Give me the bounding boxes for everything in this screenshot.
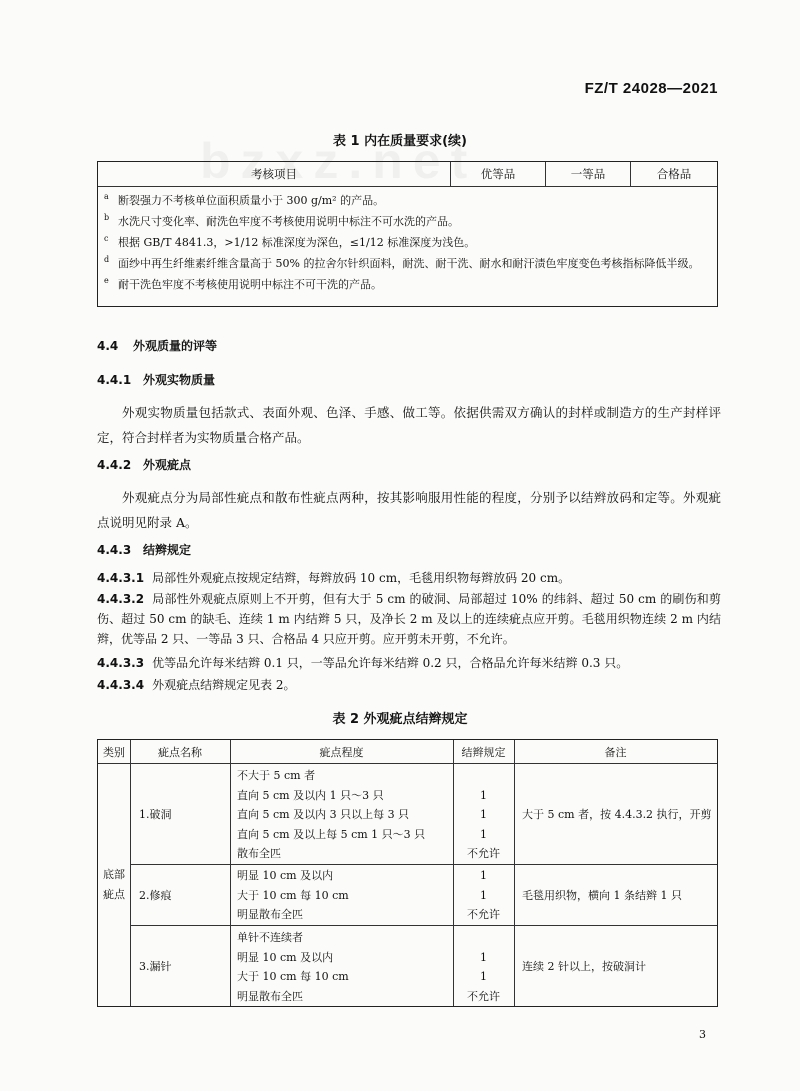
clause-number: 4.4.3.2 — [97, 592, 145, 606]
rule-line: 1 — [480, 970, 487, 983]
section-title: 外观实物质量 — [143, 373, 216, 387]
clause-text: 局部性外观疵点原则上不开剪，但有大于 5 cm 的破洞、局部超过 10% 的纬斜、超过 50 cm 的刷伤和剪伤、超过 50 cm 的缺毛、连续 1 m 内结辫 5 只，及净长 2 m 及以上的连续疵点应开剪。毛毯用织物连续 2 m 内结辫，优等品 2 只、一等品 3 只、合格品 4 只应开剪。应开剪未开剪，不允许。 — [97, 592, 721, 646]
note-text: 面纱中再生纤维素纤维含量高于 50% 的拉舍尔针织面料，耐洗、耐干洗、耐水和耐汗渍色牢度变色考核指标降低半级。 — [118, 257, 700, 270]
rule-line: 不允许 — [467, 847, 500, 860]
degree-line: 大于 10 cm 每 10 cm — [237, 888, 349, 902]
table2-rules — [453, 928, 514, 1006]
degree-line: 直向 5 cm 及以内 3 只以上每 3 只 — [237, 808, 410, 821]
table1-note — [104, 253, 705, 274]
table1-note — [104, 211, 705, 232]
table2-remark: 大于 5 cm 者，按 4.4.3.2 执行，开剪 — [522, 807, 712, 821]
clause-4-4-3-2 — [97, 589, 721, 649]
clause-4-4-3-3 — [97, 653, 721, 673]
section-4-4-2-paragraph: 外观疵点分为局部性疵点和散布性疵点两种，按其影响服用性能的程度，分别予以结辫放码和定等。外观疵点说明见附录 A。 — [97, 490, 721, 530]
clause-text: 优等品允许每米结辫 0.1 只，一等品允许每米结辫 0.2 只，合格品允许每米结辫 0.3 只。 — [152, 656, 629, 670]
section-number: 4.4 — [97, 339, 119, 353]
rule-line: 1 — [480, 950, 487, 964]
note-text: 水洗尺寸变化率、耐洗色牢度不考核使用说明中标注不可水洗的产品。 — [118, 215, 459, 228]
table2-degrees — [237, 766, 425, 864]
degree-line: 单针不连续者 — [237, 931, 303, 944]
section-4-4-1-heading — [97, 371, 215, 388]
note-marker: d — [104, 255, 110, 264]
section-title: 外观疵点 — [143, 458, 192, 472]
section-title: 外观质量的评等 — [133, 339, 218, 353]
note-text: 根据 GB/T 4841.3，>1/12 标准深度为深色，≤1/12 标准深度为浅色。 — [118, 236, 476, 249]
table2-rules — [453, 766, 514, 864]
rule-line — [453, 928, 514, 948]
table1-note — [104, 190, 705, 211]
table1-header-row — [98, 162, 717, 187]
clause-text: 外观疵点结辫规定见表 2。 — [152, 678, 296, 692]
table1-note — [104, 274, 705, 295]
table2-category: 底部疵点 — [103, 867, 125, 901]
table2-remark: 连续 2 针以上，按破洞计 — [522, 959, 646, 973]
degree-line: 大于 10 cm 每 10 cm — [237, 970, 349, 983]
table2-defect-name: 3.漏针 — [139, 959, 172, 973]
table1-header-qualified: 合格品 — [656, 167, 692, 181]
table2-degrees — [237, 928, 349, 1006]
degree-line: 直向 5 cm 及以上每 5 cm 1 只～3 只 — [237, 827, 426, 841]
table2-degrees — [237, 866, 349, 925]
rule-line: 1 — [480, 788, 487, 802]
degree-line: 不大于 5 cm 者 — [237, 769, 316, 782]
table1-header-item: 考核项目 — [98, 162, 451, 186]
table1-notes — [98, 187, 717, 295]
note-text: 耐干洗色牢度不考核使用说明中标注不可干洗的产品。 — [118, 278, 382, 291]
table2-header-rule: 结辫规定 — [461, 745, 506, 759]
section-number: 4.4.3 — [97, 543, 132, 557]
section-4-4-2-heading — [97, 456, 191, 473]
rule-line: 1 — [480, 808, 487, 821]
clause-4-4-3-4 — [97, 675, 721, 695]
degree-line: 散布全匹 — [237, 847, 281, 860]
clause-4-4-3-1 — [97, 568, 721, 588]
section-4-4-3-heading — [97, 541, 191, 558]
rule-line — [453, 766, 514, 786]
note-marker: c — [104, 234, 109, 243]
degree-line: 直向 5 cm 及以内 1 只～3 只 — [237, 788, 384, 802]
section-number: 4.4.1 — [97, 373, 132, 387]
rule-line: 1 — [480, 827, 487, 841]
table2-header-defect-name: 疵点名称 — [158, 745, 202, 759]
table2-col-divider — [230, 740, 231, 1006]
rule-line: 1 — [480, 888, 487, 902]
section-4-4-heading — [97, 337, 217, 354]
clause-number: 4.4.3.3 — [97, 656, 145, 670]
table1-title: 表 1 内在质量要求(续) — [333, 134, 467, 149]
table1-header-first-grade: 一等品 — [546, 162, 631, 186]
table2-title: 表 2 外观疵点结辫规定 — [332, 712, 468, 727]
degree-line: 明显 10 cm 及以内 — [237, 869, 334, 882]
clause-number: 4.4.3.1 — [97, 571, 145, 585]
note-marker: e — [104, 276, 109, 285]
table1-header-premium: 优等品 — [451, 162, 546, 186]
table2-rules — [453, 866, 514, 925]
section-number: 4.4.2 — [97, 458, 132, 472]
table2-header-remark: 备注 — [604, 745, 627, 759]
page-number: 3 — [699, 1028, 706, 1041]
rule-line: 不允许 — [467, 989, 500, 1003]
table2-defect-name: 1.破洞 — [139, 807, 172, 821]
table2-header-degree: 疵点程度 — [319, 745, 364, 759]
note-marker: b — [104, 213, 110, 222]
table2 — [97, 739, 718, 1007]
note-marker: a — [104, 192, 109, 201]
table1 — [97, 161, 718, 307]
table2-remark: 毛毯用织物，横向 1 条结辫 1 只 — [522, 888, 682, 902]
degree-line: 明显 10 cm 及以内 — [237, 950, 334, 964]
table2-defect-name: 2.修痕 — [139, 888, 172, 902]
degree-line: 明显散布全匹 — [237, 908, 303, 921]
degree-line: 明显散布全匹 — [237, 989, 303, 1003]
rule-line: 不允许 — [467, 908, 500, 921]
clause-text: 局部性外观疵点按规定结辫，每辫放码 10 cm，毛毯用织物每辫放码 20 cm。 — [152, 571, 571, 585]
table1-note — [104, 232, 705, 253]
table2-header-category: 类别 — [103, 745, 125, 759]
clause-number: 4.4.3.4 — [97, 678, 145, 692]
rule-line: 1 — [480, 869, 487, 882]
standard-number: FZ/T 24028—2021 — [584, 80, 718, 97]
section-4-4-1-paragraph: 外观实物质量包括款式、表面外观、色泽、手感、做工等。依据供需双方确认的封样或制造方的生产封样评定，符合封样者为实物质量合格产品。 — [97, 405, 721, 445]
section-title: 结辫规定 — [143, 543, 192, 557]
note-text: 断裂强力不考核单位面积质量小于 300 g/m² 的产品。 — [118, 194, 385, 207]
